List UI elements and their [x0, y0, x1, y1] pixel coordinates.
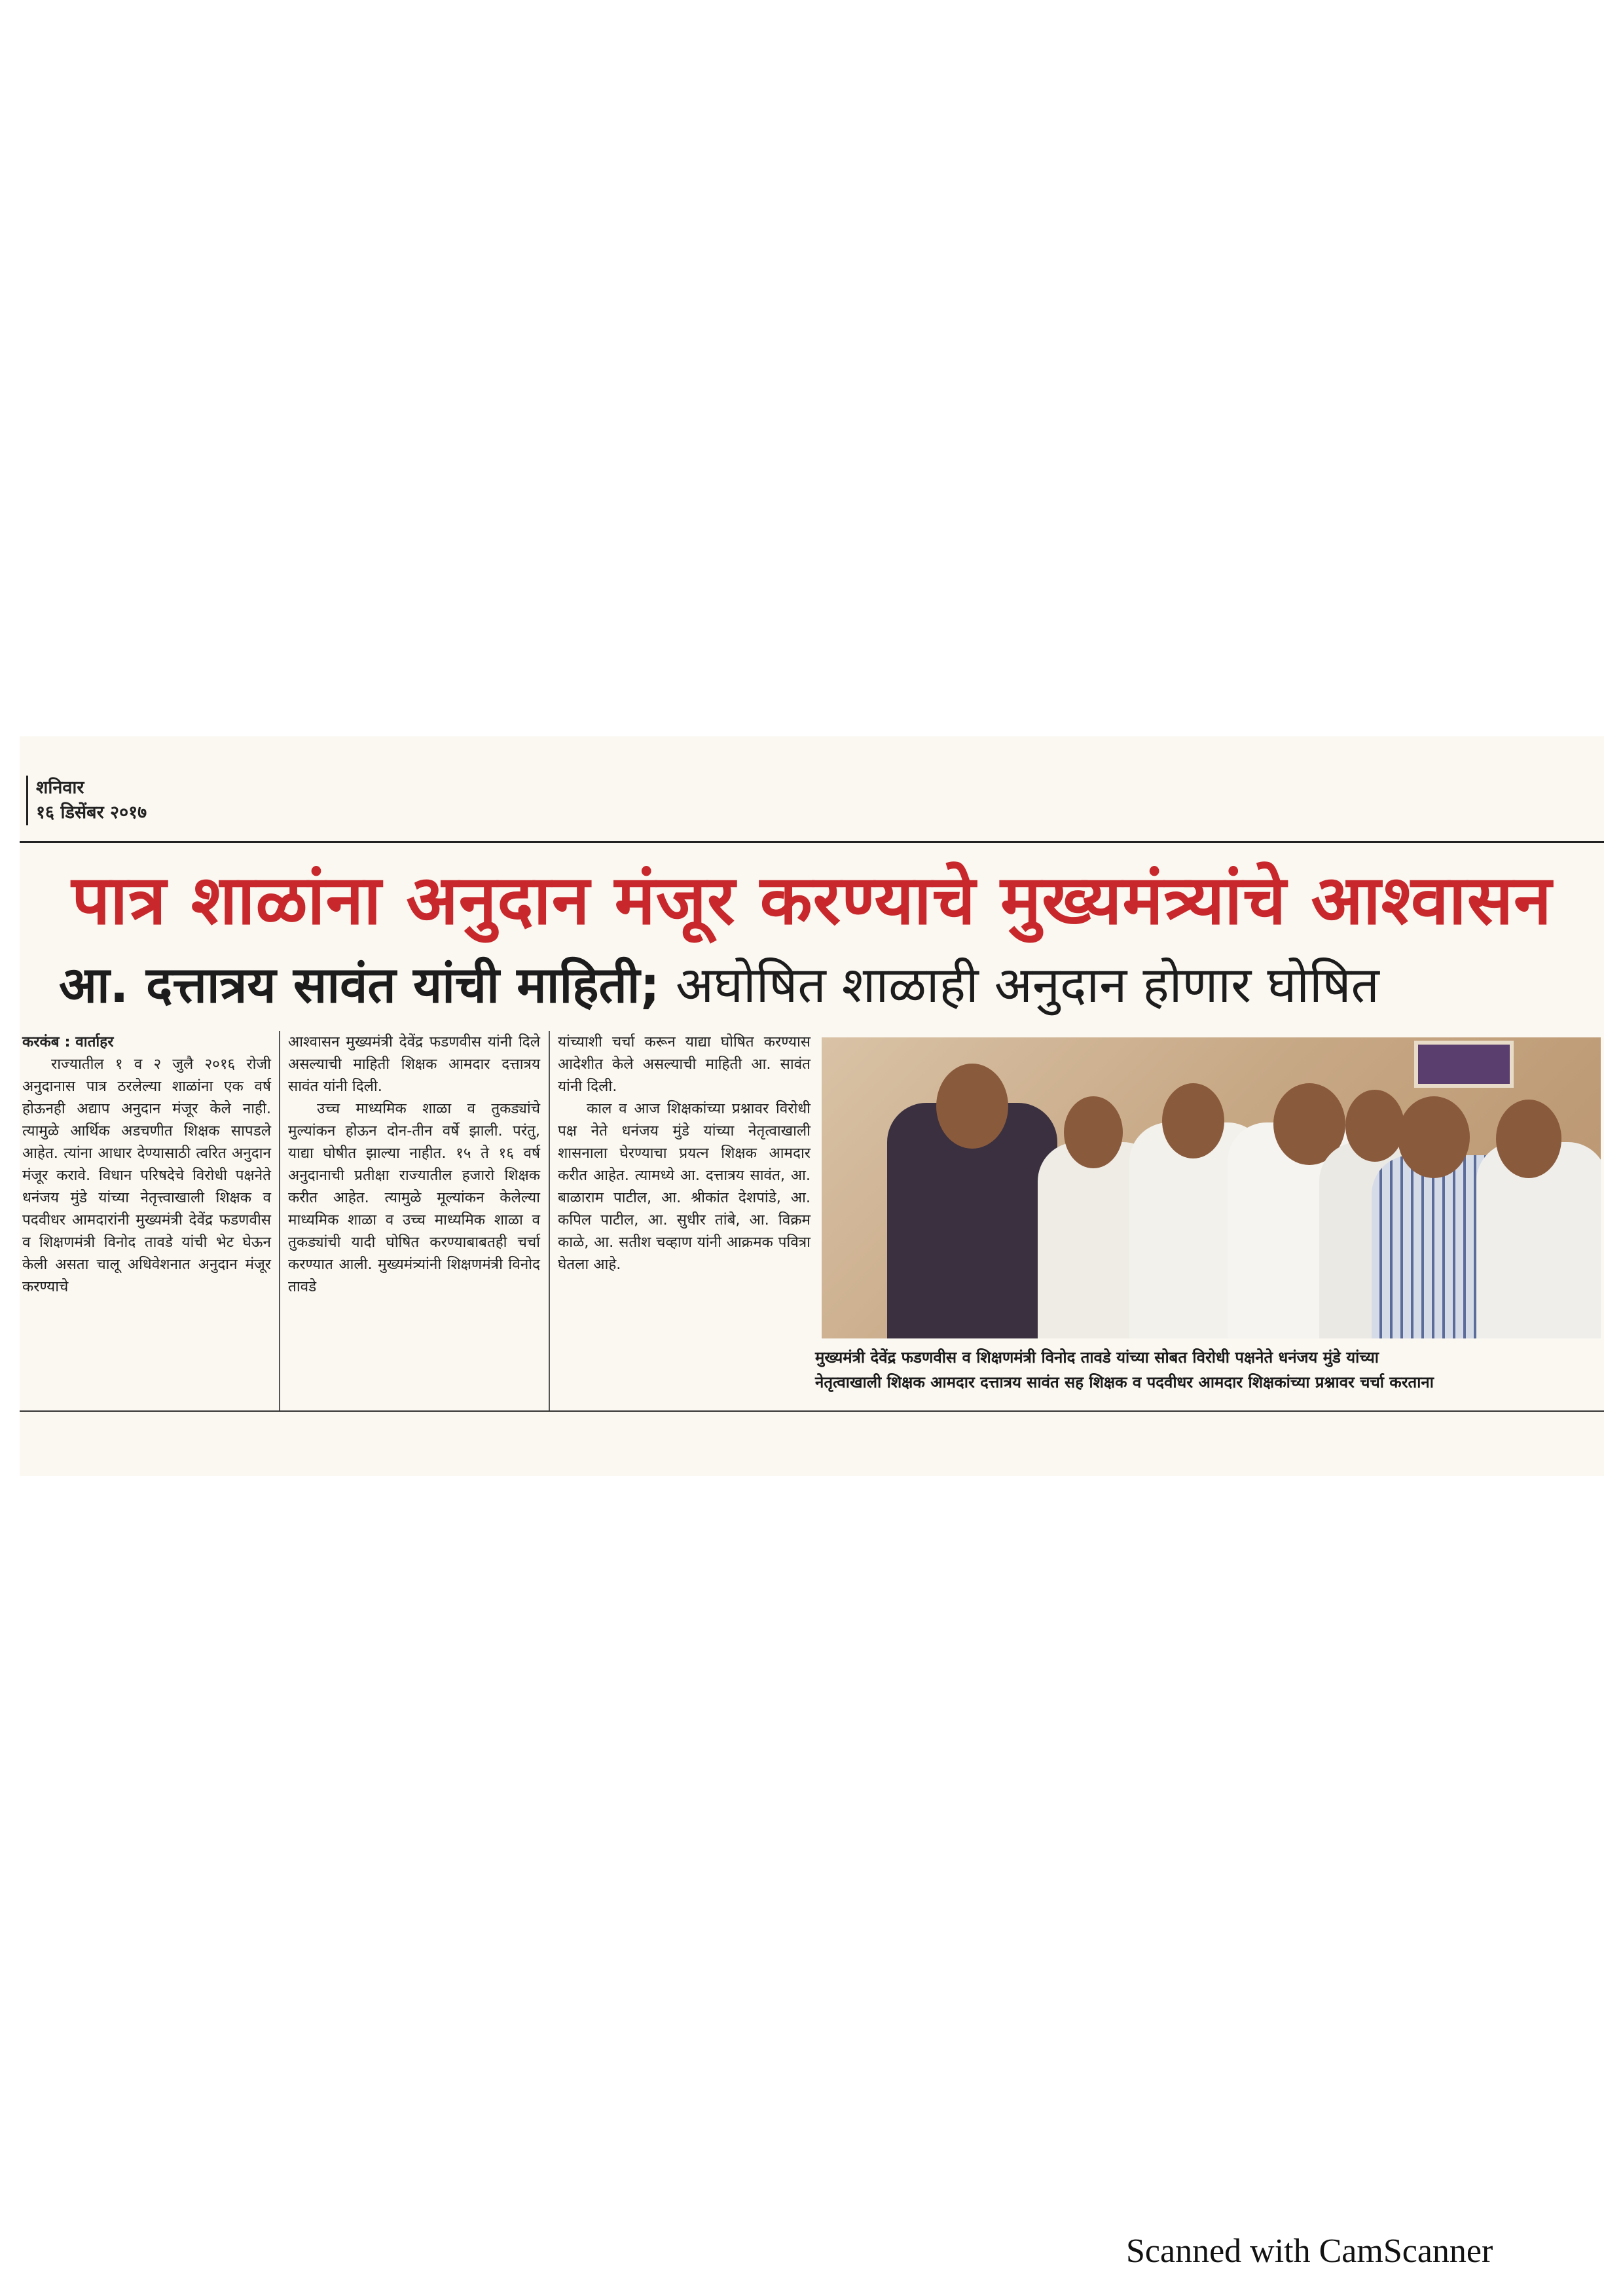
article-column-3	[558, 1031, 811, 1276]
column-divider	[549, 1031, 550, 1410]
person-head	[1064, 1096, 1123, 1168]
headline: पात्र शाळांना अनुदान मंजूर करण्याचे मुख्यमंत्र्यांचे आश्वासन	[71, 860, 1552, 940]
article-column-1	[22, 1031, 271, 1298]
news-photo	[822, 1037, 1601, 1338]
article-col2-para2: उच्च माध्यमिक शाळा व तुकड्यांचे मुल्यांकन होऊन दोन-तीन वर्षे झाली. परंतु, याद्या घोषीत झाल्या नाहीत. १५ ते १६ वर्ष अनुदानाची प्रतीक्षा राज्यातील हजारो शिक्षक करीत आहेत. त्यामुळे मूल्यांकन केलेल्या माध्यमिक शाळा व उच्च माध्यमिक शाळा व तुकड्यांची यादी घोषित करण्याबाबतही चर्चा करण्यात आली. मुख्यमंत्र्यांनी शिक्षणमंत्री विनोद तावडे	[288, 1100, 540, 1295]
person-head	[1496, 1100, 1561, 1178]
dateline-day: शनिवार	[36, 778, 84, 798]
dateline-date: १६ डिसेंबर २०१७	[36, 802, 147, 823]
byline: करकंब : वार्ताहर	[22, 1033, 114, 1050]
column-divider	[279, 1031, 280, 1410]
newspaper-clipping	[20, 736, 1604, 1476]
top-rule	[20, 841, 1604, 843]
person-head	[1398, 1096, 1470, 1178]
article-col2-para1: आश्वासन मुख्यमंत्री देवेंद्र फडणवीस यांनी दिले असल्याची माहिती शिक्षक आमदार दत्तात्रय सावंत यांनी दिली.	[288, 1033, 540, 1095]
article-col3-para1: यांच्याशी चर्चा करून याद्या घोषित करण्यास आदेशीत केले असल्याची माहिती आ. सावंत यांनी दिली.	[558, 1033, 811, 1095]
bottom-rule	[20, 1410, 1604, 1412]
caption-line-2: नेतृत्वाखाली शिक्षक आमदार दत्तात्रय सावंत सह शिक्षक व पदवीधर आमदार शिक्षकांच्या प्रश्नावर चर्चा करताना	[815, 1373, 1434, 1391]
dateline	[26, 776, 298, 825]
article-col3-para2: काल व आज शिक्षकांच्या प्रश्नावर विरोधी पक्ष नेते धनंजय मुंडे यांच्या नेतृत्वाखाली शासनाला घेरण्याचा प्रयत्न शिक्षक आमदार करीत आहेत. त्यामध्ये आ. दत्तात्रय सावंत, आ. बाळाराम पाटील, आ. श्रीकांत देशपांडे, आ. कपिल पाटील, आ. सुधीर तांबे, आ. विक्रम काळे, आ. सतीश चव्हाण यांनी आक्रमक पवित्रा घेतला आहे.	[558, 1100, 811, 1273]
wall-frame	[1414, 1041, 1514, 1088]
caption-line-1: मुख्यमंत्री देवेंद्र फडणवीस व शिक्षणमंत्री विनोद तावडे यांच्या सोबत विरोधी पक्षनेते धनंजय मुंडे यांच्या	[815, 1348, 1379, 1367]
person-head	[1162, 1083, 1224, 1158]
article-col1-text: राज्यातील १ व २ जुलै २०१६ रोजी अनुदानास पात्र ठरलेल्या शाळांना एक वर्ष होऊनही अद्याप अनुदान मंजूर केले नाही. त्यामुळे आर्थिक अडचणीत शिक्षक सापडले आहेत. त्यांना आधार देण्यासाठी त्वरित अनुदान मंजूर करावे. विधान परिषदेचे विरोधी पक्षनेते धनंजय मुंडे यांच्या नेतृत्त्वाखाली शिक्षक व पदवीधर आमदारांनी मुख्यमंत्री देवेंद्र फडणवीस व शिक्षणमंत्री विनोद तावडे यांची भेट घेऊन केली असता चालू अधिवेशनात अनुदान मंजूर करण्याचे	[22, 1056, 271, 1295]
article-column-2	[288, 1031, 540, 1298]
person-head	[1345, 1090, 1404, 1162]
scanner-watermark: Scanned with CamScanner	[1126, 2233, 1493, 2270]
subheadline	[59, 952, 1604, 1018]
photo-caption	[815, 1345, 1604, 1395]
subheadline-rest: अघोषित शाळाही अनुदान होणार घोषित	[659, 956, 1379, 1014]
subheadline-bold: आ. दत्तात्रय सावंत यांची माहिती;	[59, 956, 660, 1014]
person-head	[936, 1064, 1008, 1149]
